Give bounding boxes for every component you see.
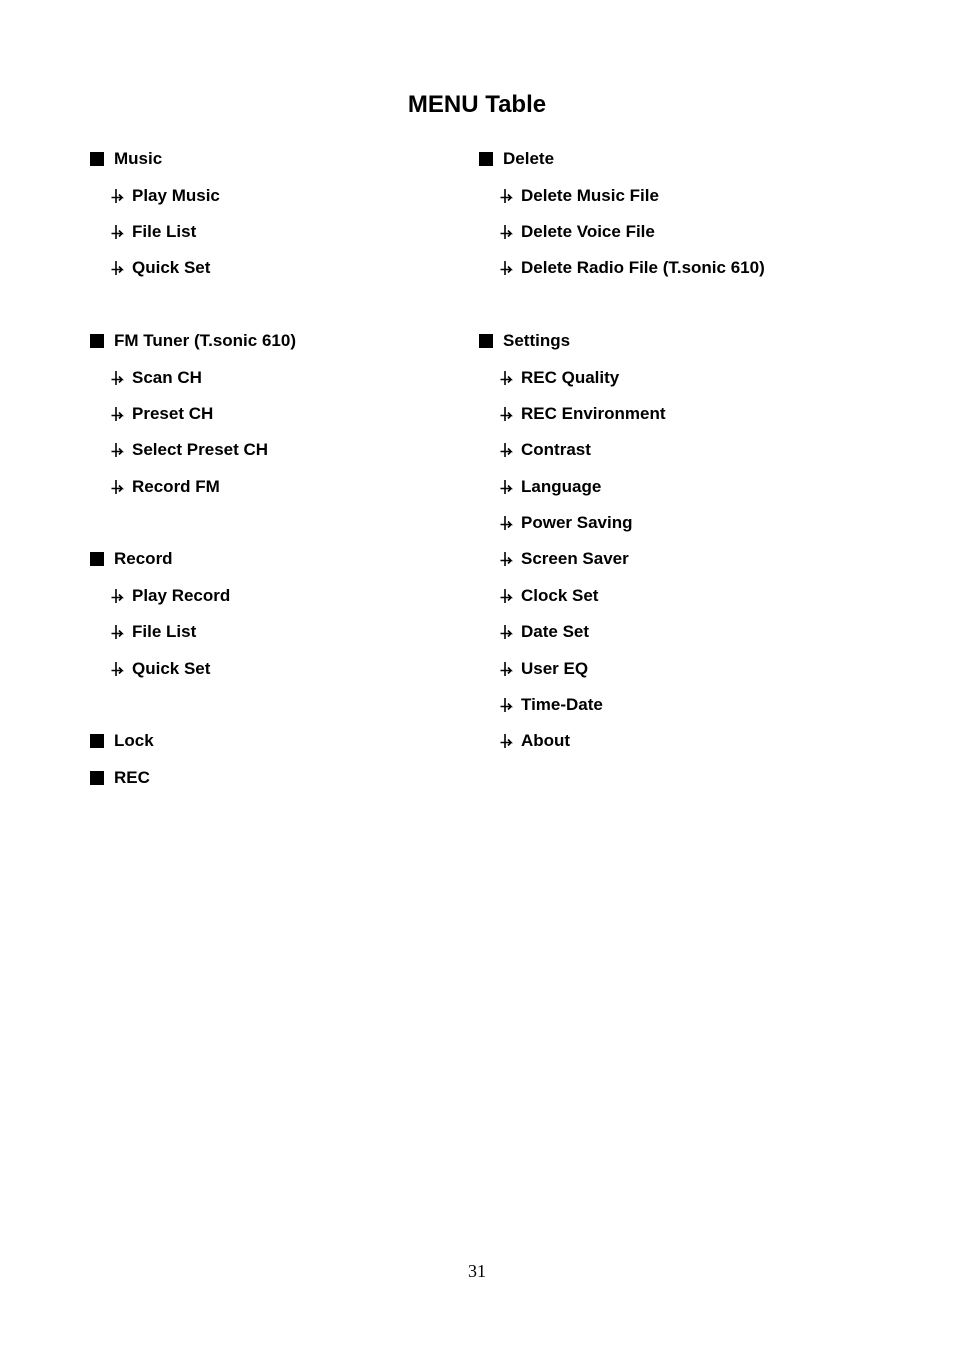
arrow-pointer-icon	[499, 479, 513, 495]
menu-item-label: Delete Voice File	[521, 222, 655, 241]
arrow-pointer-icon	[110, 260, 124, 276]
arrow-pointer-icon	[499, 733, 513, 749]
menu-item-label: Quick Set	[132, 258, 211, 277]
menu-item-label: About	[521, 731, 571, 750]
arrow-pointer-icon	[499, 224, 513, 240]
arrow-pointer-icon	[110, 661, 124, 677]
section-label: Record	[114, 549, 173, 568]
menu-item-label: Play Record	[132, 586, 231, 605]
menu-item-label: Play Music	[132, 186, 220, 205]
section-label: FM Tuner (T.sonic 610)	[114, 331, 296, 350]
black-square-icon	[90, 152, 104, 166]
arrow-pointer-icon	[110, 406, 124, 422]
menu-item-label: File List	[132, 222, 197, 241]
menu-item-label: Screen Saver	[521, 549, 629, 568]
menu-item-label: REC Environment	[521, 404, 666, 423]
menu-item-label: Scan CH	[132, 368, 202, 387]
arrow-pointer-icon	[499, 624, 513, 640]
black-square-icon	[479, 152, 493, 166]
black-square-icon	[90, 334, 104, 348]
menu-item-label: User EQ	[521, 659, 589, 678]
arrow-pointer-icon	[499, 442, 513, 458]
arrow-pointer-icon	[499, 551, 513, 567]
menu-item-label: Clock Set	[521, 586, 599, 605]
menu-item-label: Date Set	[521, 622, 590, 641]
menu-item-label: Preset CH	[132, 404, 214, 423]
arrow-pointer-icon	[110, 624, 124, 640]
arrow-pointer-icon	[110, 588, 124, 604]
black-square-icon	[90, 734, 104, 748]
arrow-pointer-icon	[499, 188, 513, 204]
page-title: MENU Table	[407, 91, 547, 118]
arrow-pointer-icon	[110, 224, 124, 240]
section-label: Lock	[114, 731, 154, 750]
menu-item-label: Select Preset CH	[132, 440, 269, 459]
section-label: REC	[114, 768, 150, 787]
section-label: Settings	[503, 331, 571, 350]
arrow-pointer-icon	[110, 479, 124, 495]
black-square-icon	[479, 334, 493, 348]
arrow-pointer-icon	[110, 188, 124, 204]
arrow-pointer-icon	[499, 515, 513, 531]
arrow-pointer-icon	[110, 370, 124, 386]
arrow-pointer-icon	[499, 370, 513, 386]
arrow-pointer-icon	[499, 661, 513, 677]
menu-item-label: Record FM	[132, 477, 220, 496]
menu-item-label: Power Saving	[521, 513, 633, 532]
arrow-pointer-icon	[499, 588, 513, 604]
arrow-pointer-icon	[499, 697, 513, 713]
arrow-pointer-icon	[110, 442, 124, 458]
menu-item-label: Delete Radio File (T.sonic 610)	[521, 258, 765, 277]
menu-item-label: Time-Date	[521, 695, 603, 714]
arrow-pointer-icon	[499, 406, 513, 422]
menu-item-label: Language	[521, 477, 602, 496]
menu-item-label: Contrast	[521, 440, 591, 459]
black-square-icon	[90, 552, 104, 566]
section-label: Delete	[503, 149, 555, 168]
black-square-icon	[90, 771, 104, 785]
menu-item-label: File List	[132, 622, 197, 641]
page-number: 31	[468, 1261, 486, 1281]
section-label: Music	[114, 149, 163, 168]
arrow-pointer-icon	[499, 260, 513, 276]
menu-item-label: REC Quality	[521, 368, 620, 387]
menu-item-label: Delete Music File	[521, 186, 659, 205]
menu-item-label: Quick Set	[132, 659, 211, 678]
